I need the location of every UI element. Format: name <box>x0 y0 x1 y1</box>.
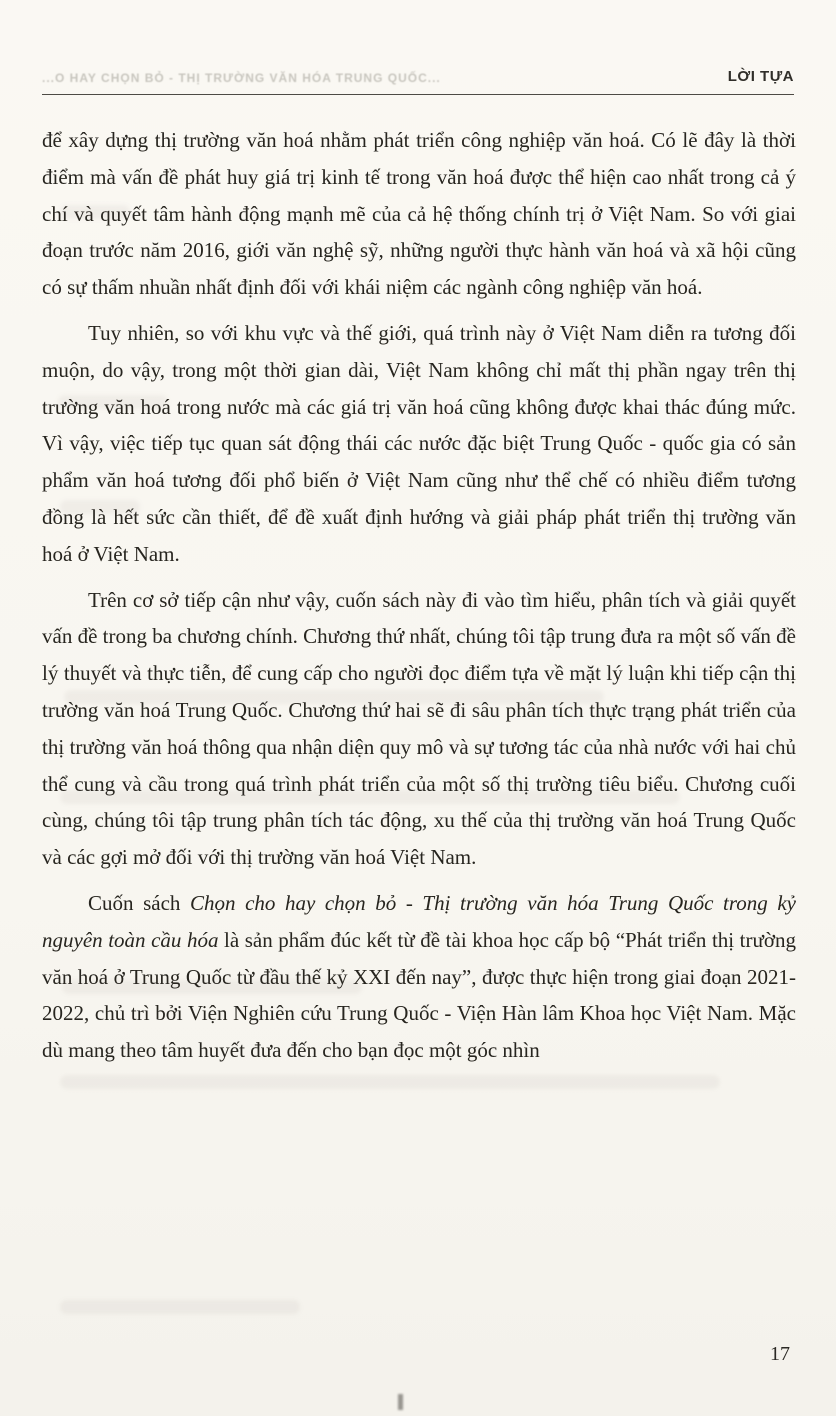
chapter-header-label: LỜI TỰA <box>727 68 794 85</box>
paragraph-4 <box>42 885 796 1069</box>
bleedthrough-smudge <box>60 1300 300 1314</box>
book-title-italic: Chọn cho hay chọn bỏ - Thị trường văn hóa Trung Quốc trong kỷ nguyên toàn cầu hóa <box>42 890 796 952</box>
paragraph-4-rest: là sản phẩm đúc kết từ đề tài khoa học cấp bộ “Phát triển thị trường văn hoá ở Trung Quốc từ đầu thế kỷ XXI đến nay”, được thực hiện trong giai đoạn 2021-2022, chủ trì bởi Viện Nghiên cứu Trung Quốc - Viện Hàn lâm Khoa học Việt Nam. Mặc dù mang theo tâm huyết đưa đến cho bạn đọc một góc nhìn <box>42 927 796 1063</box>
binding-mark <box>398 1394 403 1410</box>
paragraph-1: để xây dựng thị trường văn hoá nhằm phát triển công nghiệp văn hoá. Có lẽ đây là thời điểm mà vấn đề phát huy giá trị kinh tế trong văn hoá được thể hiện cao nhất trong cả ý chí và quyết tâm hành động mạnh mẽ của cả hệ thống chính trị ở Việt Nam. So với giai đoạn trước năm 2016, giới văn nghệ sỹ, những người thực hành văn hoá và xã hội cũng có sự thấm nhuần nhất định đối với khái niệm các ngành công nghiệp văn hoá. <box>42 128 796 300</box>
paragraph-4-lead: Cuốn sách <box>88 890 190 915</box>
page-body <box>42 122 796 1078</box>
running-header <box>42 68 794 95</box>
bleedthrough-header-text: ...O HAY CHỌN BỎ - THỊ TRƯỜNG VĂN HÓA TRUNG QUỐC... <box>42 71 441 85</box>
paragraph-3: Trên cơ sở tiếp cận như vậy, cuốn sách này đi vào tìm hiểu, phân tích và giải quyết vấn đề trong ba chương chính. Chương thứ nhất, chúng tôi tập trung đưa ra một số vấn đề lý thuyết và thực tiễn, để cung cấp cho người đọc điểm tựa về mặt lý luận khi tiếp cận thị trường văn hoá Trung Quốc. Chương thứ hai sẽ đi sâu phân tích thực trạng phát triển của thị trường văn hoá thông qua nhận diện quy mô và sự tương tác của nhà nước với hai chủ thể cung và cầu trong quá trình phát triển của một số thị trường tiêu biểu. Chương cuối cùng, chúng tôi tập trung phân tích tác động, xu thế của thị trường văn hoá Trung Quốc và các gợi mở đối với thị trường văn hoá Việt Nam. <box>42 587 796 870</box>
paragraph-2: Tuy nhiên, so với khu vực và thế giới, quá trình này ở Việt Nam diễn ra tương đối muộn, do vậy, trong một thời gian dài, Việt Nam không chỉ mất thị phần ngay trên thị trường văn hoá trong nước mà các giá trị văn hoá cũng không được khai thác đúng mức. Vì vậy, việc tiếp tục quan sát động thái các nước đặc biệt Trung Quốc - quốc gia có sản phẩm văn hoá tương đối phổ biến ở Việt Nam cũng như thể chế có nhiều điểm tương đồng là hết sức cần thiết, để đề xuất định hướng và giải pháp phát triển thị trường văn hoá ở Việt Nam. <box>42 320 796 566</box>
page-number: 17 <box>770 1343 790 1365</box>
